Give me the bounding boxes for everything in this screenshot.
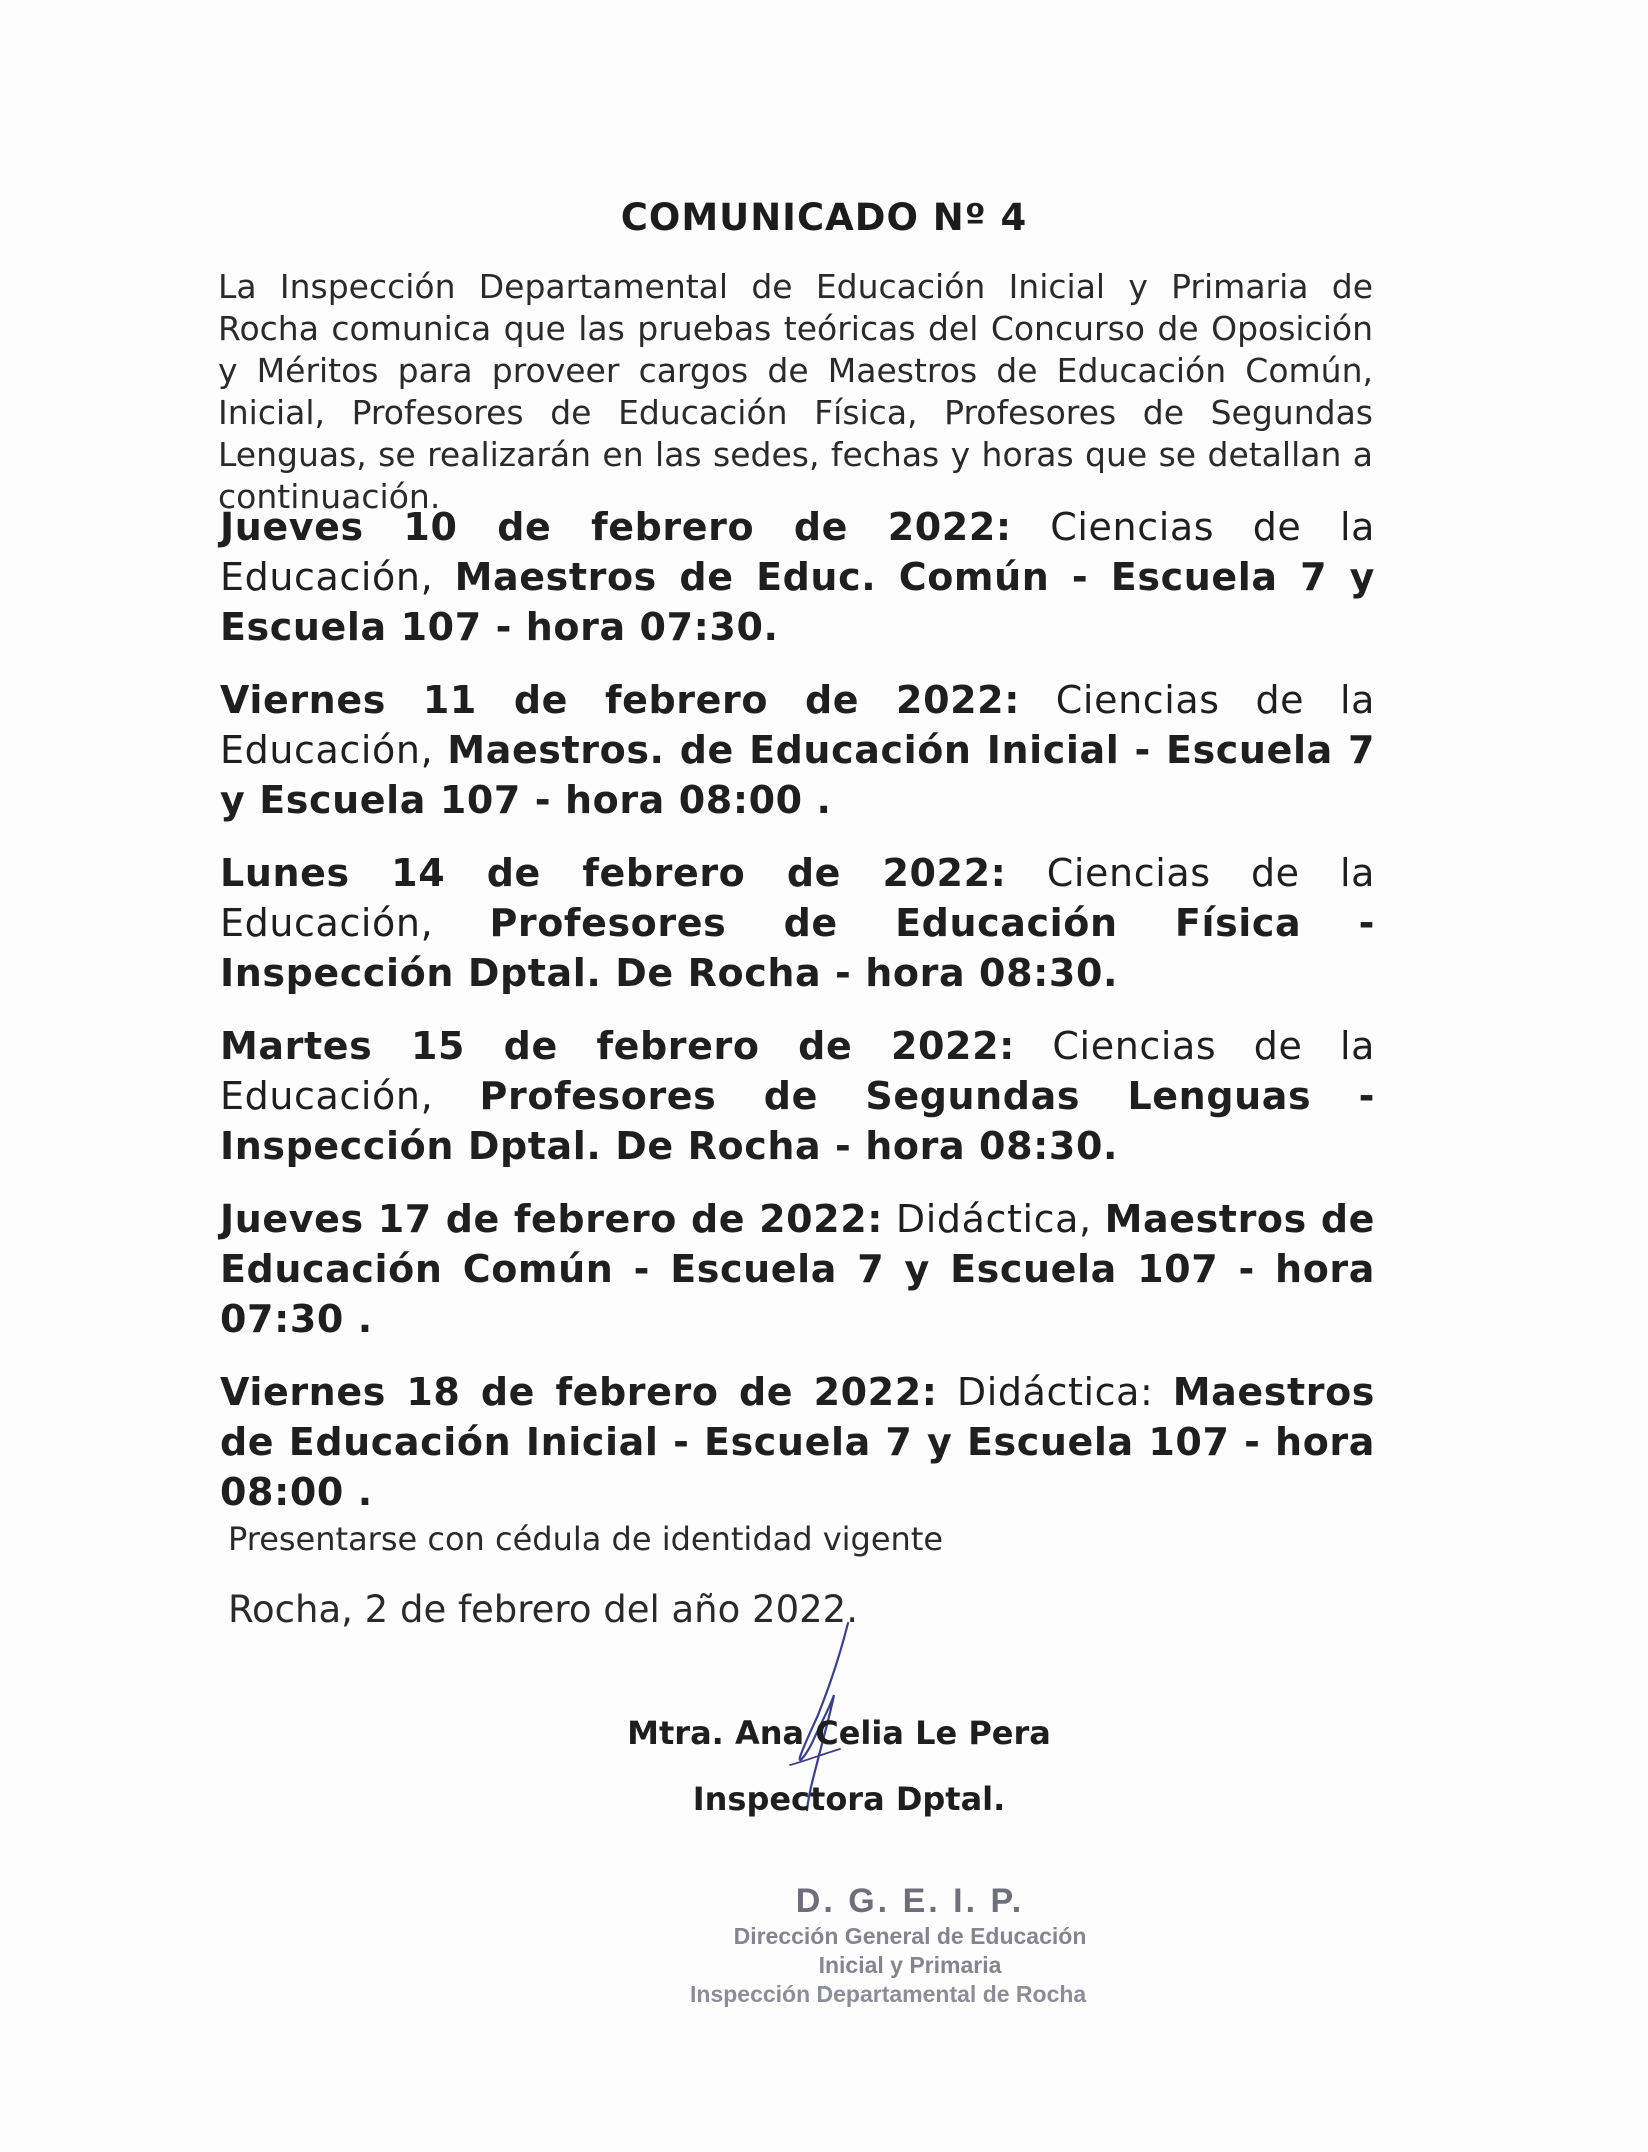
stamp-line: Dirección General de Educación (733, 1923, 1087, 1949)
institution-stamp (680, 1880, 1140, 2009)
signer-name: Mtra. Ana Celia Le Pera (627, 1714, 1051, 1752)
entry-subject: Ciencias de la Educación, (220, 851, 1375, 945)
stamp-line: Inspección Departamental de Rocha (690, 1981, 1087, 2007)
entry-detail: Maestros. de Educación Inicial - Escuela 7 y Escuela 107 - hora 08:00 . (220, 728, 1376, 822)
stamp-line: Inicial y Primaria (818, 1952, 1002, 1978)
entry-detail: Maestros de Educ. Común - Escuela 7 y Escuela 107 - hora 07:30. (220, 555, 1376, 649)
entry-subject: Ciencias de la Educación, (220, 505, 1376, 599)
place-and-date: Rocha, 2 de febrero del año 2022. (228, 1588, 858, 1631)
entry-detail: Profesores de Educación Física - Inspección Dptal. De Rocha - hora 08:30. (220, 901, 1375, 995)
entry-subject: Ciencias de la Educación, (220, 1024, 1376, 1118)
intro-text: La Inspección Departamental de Educación Inicial y Primaria de Rocha comunica que las pruebas teóricas del Concurso de Oposición y Méritos para proveer cargos de Maestros de Educación Común, Inicial, Profesores de Educación Física, Profesores de Segundas Lenguas, se realizarán en las sedes, fechas y horas que se detallan a continuación. (218, 267, 1373, 516)
entry-date: Martes 15 de febrero de 2022: (220, 1024, 1015, 1068)
schedule-entry (220, 1367, 1375, 1517)
entry-date: Jueves 10 de febrero de 2022: (220, 505, 1012, 549)
entry-date: Viernes 11 de febrero de 2022: (220, 678, 1021, 722)
entry-detail: Maestros de Educación Inicial - Escuela 7 y Escuela 107 - hora 08:00 . (220, 1370, 1375, 1514)
schedule-entry (220, 675, 1375, 825)
intro-paragraph (218, 266, 1373, 518)
document-title: COMUNICADO Nº 4 (620, 196, 1028, 239)
schedule-entry (220, 848, 1375, 998)
entry-detail: Maestros de Educación Común - Escuela 7 y Escuela 107 - hora 07:30 . (220, 1197, 1375, 1341)
schedule-entry (220, 502, 1375, 652)
entry-subject: Didáctica, (895, 1197, 1092, 1241)
id-requirement-note: Presentarse con cédula de identidad vigente (228, 1520, 944, 1558)
entry-date: Jueves 17 de febrero de 2022: (220, 1197, 884, 1241)
schedule-entry (220, 1021, 1375, 1171)
exam-schedule (220, 502, 1375, 1540)
entry-detail: Profesores de Segundas Lenguas - Inspección Dptal. De Rocha - hora 08:30. (220, 1074, 1376, 1168)
schedule-entry (220, 1194, 1375, 1344)
entry-date: Lunes 14 de febrero de 2022: (220, 851, 1007, 895)
entry-subject: Didáctica: (956, 1370, 1154, 1414)
entry-subject: Ciencias de la Educación, (220, 678, 1375, 772)
signer-role: Inspectora Dptal. (692, 1780, 1006, 1818)
entry-date: Viernes 18 de febrero de 2022: (220, 1370, 938, 1414)
stamp-abbreviation: D. G. E. I. P. (795, 1882, 1025, 1920)
